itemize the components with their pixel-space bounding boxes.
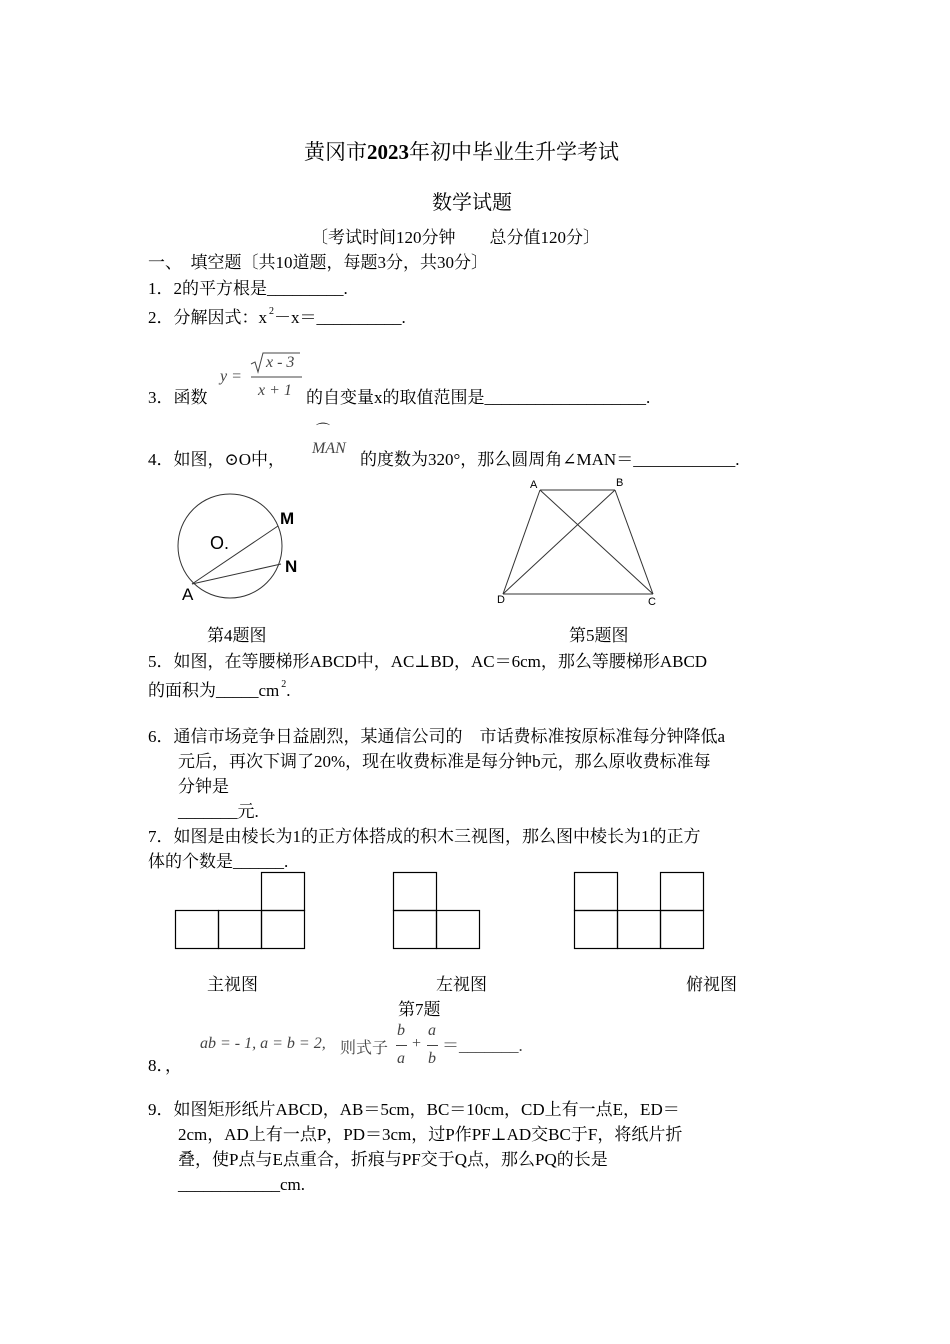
- title-suffix: 年初中毕业生升学考试: [409, 140, 619, 164]
- fig5-label-a: A: [530, 479, 538, 491]
- q3-y-eq: y =: [220, 368, 242, 385]
- page-title: [304, 136, 619, 166]
- exam-info: 〔考试时间120分钟 总分值120分〕: [311, 228, 600, 247]
- q8-tail: ＝_______.: [442, 1036, 523, 1055]
- fig4-caption: 第4题图: [207, 626, 267, 645]
- q8-frac1-num: b: [397, 1022, 405, 1039]
- fig5-diagonal-ac: [540, 490, 653, 594]
- question-4-prefix: 4．如图，⊙O中，: [148, 450, 286, 469]
- view-left-drawing: [393, 871, 488, 951]
- q8-frac2-den: b: [428, 1050, 436, 1067]
- question-3-suffix: 的自变量x的取值范围是___________________.: [306, 388, 651, 407]
- q8-then: 则式子: [340, 1040, 389, 1057]
- question-5-line2: [148, 679, 291, 706]
- fig4-label-n: N: [285, 557, 298, 576]
- fig5-label-b: B: [616, 477, 624, 489]
- question-7-line2: 体的个数是______.: [148, 852, 289, 871]
- q5-line2-a: 的面积为_____cm: [148, 681, 280, 700]
- q5-exponent: 2: [281, 679, 287, 690]
- q8-condition: ab = - 1, a = b = 2,: [200, 1035, 326, 1052]
- q4-arc-label: MAN: [312, 440, 346, 457]
- question-4-suffix: 的度数为320°，那么圆周角∠MAN＝____________.: [360, 450, 740, 469]
- view-top-label: 俯视图: [686, 975, 737, 994]
- view-front-label: 主视图: [207, 975, 258, 994]
- title-prefix: 黄冈市: [304, 140, 367, 164]
- q2-exponent: 2: [269, 306, 274, 317]
- fig7-caption: 第7题: [398, 1000, 441, 1019]
- q8-plus: +: [412, 1035, 422, 1052]
- question-9-line4: ____________cm.: [178, 1175, 306, 1194]
- q3-sqrt-body: x - 3: [266, 354, 295, 371]
- figure-5: [495, 478, 665, 608]
- fig5-side-da: [503, 490, 540, 594]
- question-1: 1．2的平方根是_________.: [148, 279, 348, 298]
- question-6-line2: 元后，再次下调了20%，现在收费标准是每分钟b元，那么原收费标准每: [178, 752, 711, 771]
- q8-frac1-bar: [396, 1045, 407, 1046]
- fig5-label-d: D: [497, 594, 505, 606]
- fig5-diagonal-bd: [503, 490, 615, 594]
- question-6-line4: _______元.: [178, 802, 259, 821]
- question-5-line1: 5．如图，在等腰梯形ABCD中，AC⊥BD，AC＝6cm，那么等腰梯形ABCD: [148, 652, 708, 671]
- question-8-number: 8．，: [148, 1056, 182, 1075]
- view-top-drawing: [574, 871, 714, 951]
- figure-4: [170, 490, 350, 630]
- fig4-chord-am: [192, 526, 278, 584]
- fig4-label-a: A: [182, 585, 194, 604]
- fig4-label-o: O.: [210, 533, 230, 553]
- fig5-side-bc: [615, 490, 653, 594]
- view-front-drawing: [175, 871, 310, 951]
- fig5-caption: 第5题图: [569, 626, 629, 645]
- q8-frac2-bar: [427, 1045, 438, 1046]
- question-3-prefix: 3．函数: [148, 388, 208, 407]
- question-2: [148, 306, 406, 333]
- q2-text-a: 2．分解因式：x: [148, 308, 267, 327]
- question-7-line1: 7．如图是由棱长为1的正方体搭成的积木三视图，那么图中棱长为1的正方: [148, 827, 701, 846]
- question-9-line2: 2cm，AD上有一点P，PD＝3cm，过P作PF⊥AD交BC于F，将纸片折: [178, 1125, 683, 1144]
- view-left-label: 左视图: [436, 975, 487, 994]
- section-heading: 一、 填空题〔共10道题，每题3分，共30分〕: [148, 253, 488, 272]
- q8-frac2-num: a: [428, 1022, 436, 1039]
- q4-arc-mark: ⌒: [316, 424, 330, 439]
- question-6-line1: 6．通信市场竞争日益剧烈，某通信公司的 市话费标准按原标准每分钟降低a: [148, 727, 726, 746]
- q2-text-b: －x＝__________.: [274, 308, 406, 327]
- fig5-label-c: C: [648, 596, 656, 608]
- q3-denominator: x + 1: [258, 382, 292, 399]
- fig4-chord-an: [192, 564, 281, 584]
- q8-frac1-den: a: [397, 1050, 405, 1067]
- fig4-label-m: M: [280, 509, 295, 528]
- q5-line2-b: .: [286, 681, 291, 700]
- page-subtitle: 数学试题: [432, 192, 512, 214]
- question-9-line1: 9．如图矩形纸片ABCD，AB＝5cm，BC＝10cm，CD上有一点E，ED＝: [148, 1100, 680, 1119]
- question-9-line3: 叠，使P点与E点重合，折痕与PF交于Q点，那么PQ的长是: [178, 1150, 608, 1169]
- question-6-line3: 分钟是: [178, 777, 229, 796]
- title-year: 2023: [367, 140, 409, 164]
